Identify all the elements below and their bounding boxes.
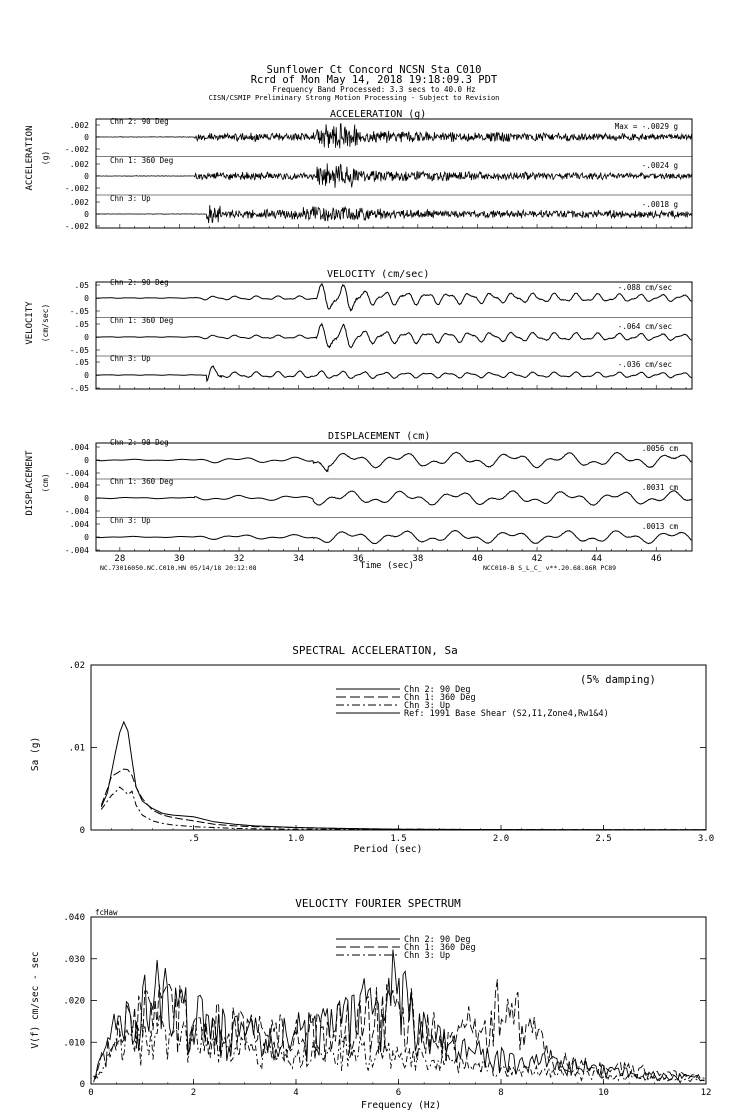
fourier-xlabel: Frequency (Hz) bbox=[360, 1100, 442, 1111]
vel-trace bbox=[96, 324, 691, 348]
dis-ytick-label: 0 bbox=[84, 533, 89, 542]
spectral-series-line bbox=[101, 722, 706, 830]
spectral-legend-entry: Ref: 1991 Base Shear (S2,I1,Zone4,Rw1&4) bbox=[404, 709, 609, 719]
vel-ytick-label: 0 bbox=[84, 333, 89, 342]
spectral-series-line bbox=[101, 787, 706, 830]
spectral-xlabel: Period (sec) bbox=[353, 844, 423, 855]
fourier-ytick-label: 0 bbox=[79, 1080, 85, 1090]
spectral-damping-note: (5% damping) bbox=[580, 674, 656, 686]
displacement-max-value: .0013 cm bbox=[641, 522, 678, 531]
dis-ytick-label: -.004 bbox=[64, 507, 89, 516]
time-tick-label: 28 bbox=[114, 554, 126, 564]
spectral-ytick-label: 0 bbox=[79, 826, 85, 836]
time-axis-label: Time (sec) bbox=[359, 561, 415, 571]
acc-ytick-label: 0 bbox=[84, 172, 89, 181]
fourier-ytick-label: .020 bbox=[63, 996, 85, 1007]
dis-trace bbox=[96, 530, 691, 543]
acc-ytick-label: -.002 bbox=[64, 184, 89, 193]
acceleration-ylabel: ACCELERATION bbox=[25, 125, 35, 191]
displacement-title: DISPLACEMENT (cm) bbox=[328, 431, 431, 442]
fourier-corner-label: fcHaw bbox=[95, 908, 118, 917]
spectral-legend-entry: Chn 1: 360 Deg bbox=[404, 693, 476, 703]
fourier-xtick-label: 0 bbox=[88, 1088, 94, 1098]
spectral-legend-entry: Chn 2: 90 Deg bbox=[404, 685, 471, 695]
vel-ytick-label: -.05 bbox=[69, 384, 89, 393]
vel-ytick-label: 0 bbox=[84, 294, 89, 303]
dis-trace bbox=[96, 491, 691, 506]
acc-ytick-label: .002 bbox=[69, 198, 89, 207]
acc-trace bbox=[96, 163, 691, 187]
displacement-yunit: (cm) bbox=[41, 473, 50, 493]
acc-ytick-label: .002 bbox=[69, 121, 89, 130]
vel-ytick-label: .05 bbox=[74, 358, 89, 367]
velocity-channel-label: Chn 1: 360 Deg bbox=[110, 316, 174, 325]
acceleration-channel-label: Chn 2: 90 Deg bbox=[110, 117, 169, 126]
time-tick-label: 36 bbox=[352, 554, 364, 564]
record-id-footer: NC.73016050.NC.C010.HN 05/14/18 20:12:08 bbox=[100, 564, 257, 572]
time-tick-label: 44 bbox=[591, 554, 603, 564]
displacement-channel-label: Chn 3: Up bbox=[110, 516, 151, 525]
spectral-xtick-label: 1.5 bbox=[390, 834, 407, 844]
spectral-title: SPECTRAL ACCELERATION, Sa bbox=[292, 644, 458, 657]
time-tick-label: 42 bbox=[531, 554, 543, 564]
dis-trace bbox=[96, 452, 691, 471]
fourier-legend-entry: Chn 3: Up bbox=[404, 951, 451, 961]
displacement-channel-label: Chn 2: 90 Deg bbox=[110, 438, 169, 447]
acc-trace bbox=[96, 205, 691, 223]
vel-ytick-label: .05 bbox=[74, 320, 89, 329]
dis-ytick-label: -.004 bbox=[64, 469, 89, 478]
spectral-legend-entry: Chn 3: Up bbox=[404, 701, 451, 711]
header-frequency-band: Frequency Band Processed: 3.3 secs to 40.0 Hz bbox=[272, 85, 476, 94]
time-tick-label: 40 bbox=[472, 554, 483, 564]
dis-ytick-label: -.004 bbox=[64, 546, 89, 555]
fourier-series-line bbox=[94, 950, 705, 1081]
acc-trace bbox=[96, 124, 691, 149]
vel-trace bbox=[96, 284, 691, 311]
fourier-xtick-label: 10 bbox=[598, 1088, 609, 1098]
velocity-channel-label: Chn 2: 90 Deg bbox=[110, 278, 169, 287]
spectral-xtick-label: 2.5 bbox=[595, 834, 612, 844]
fourier-ytick-label: .030 bbox=[63, 954, 85, 965]
time-tick-label: 32 bbox=[233, 554, 245, 564]
velocity-max-value: -.036 cm/sec bbox=[617, 360, 672, 369]
fourier-series-line bbox=[94, 1015, 705, 1083]
acceleration-max-value: -.0024 g bbox=[641, 161, 678, 170]
vel-ytick-label: .05 bbox=[74, 281, 89, 290]
dis-ytick-label: .004 bbox=[69, 481, 89, 490]
dis-ytick-label: 0 bbox=[84, 494, 89, 503]
spectral-ylabel: Sa (g) bbox=[30, 736, 41, 772]
acc-ytick-label: 0 bbox=[84, 210, 89, 219]
chart-marks bbox=[63, 119, 714, 1098]
header-record-time: Rcrd of Mon May 14, 2018 19:18:09.3 PDT bbox=[250, 74, 498, 86]
acc-ytick-label: -.002 bbox=[64, 222, 89, 231]
acceleration-channel-label: Chn 3: Up bbox=[110, 194, 151, 203]
fourier-ytick-label: .010 bbox=[63, 1038, 85, 1049]
spectral-frame bbox=[91, 665, 706, 830]
acceleration-yunit: (g) bbox=[41, 150, 50, 166]
acceleration-max-value: Max = -.0029 g bbox=[614, 122, 678, 131]
spectral-xtick-label: 3.0 bbox=[697, 834, 715, 844]
spectral-xtick-label: 2.0 bbox=[492, 834, 510, 844]
vel-trace bbox=[96, 366, 691, 381]
fourier-xtick-label: 4 bbox=[293, 1088, 299, 1098]
velocity-title: VELOCITY (cm/sec) bbox=[327, 269, 430, 280]
fourier-ytick-label: .040 bbox=[63, 913, 85, 923]
fourier-ylabel: V(f) cm/sec - sec bbox=[30, 951, 41, 1049]
processing-id-footer: NCC010-B S_L_C_ v**.20.68.86R PC89 bbox=[483, 564, 617, 572]
acc-ytick-label: .002 bbox=[69, 160, 89, 169]
dis-ytick-label: .004 bbox=[69, 443, 89, 452]
acceleration-max-value: -.0018 g bbox=[641, 200, 678, 209]
fourier-xtick-label: 2 bbox=[190, 1088, 197, 1098]
velocity-ylabel: VELOCITY bbox=[25, 301, 35, 345]
acceleration-channel-label: Chn 1: 360 Deg bbox=[110, 156, 174, 165]
fourier-xtick-label: 12 bbox=[700, 1088, 712, 1098]
displacement-max-value: .0056 cm bbox=[641, 444, 678, 453]
acc-ytick-label: -.002 bbox=[64, 145, 89, 154]
velocity-max-value: -.064 cm/sec bbox=[617, 322, 672, 331]
displacement-ylabel: DISPLACEMENT bbox=[25, 450, 35, 516]
acc-ytick-label: 0 bbox=[84, 133, 89, 142]
time-tick-label: 38 bbox=[412, 554, 424, 564]
spectral-ytick-label: .01 bbox=[68, 743, 85, 754]
dis-ytick-label: 0 bbox=[84, 456, 89, 465]
fourier-title: VELOCITY FOURIER SPECTRUM bbox=[295, 897, 461, 910]
displacement-channel-label: Chn 1: 360 Deg bbox=[110, 477, 174, 486]
header-station: Sunflower Ct Concord NCSN Sta C010 bbox=[266, 64, 482, 76]
fourier-legend-entry: Chn 2: 90 Deg bbox=[404, 935, 471, 945]
time-tick-label: 46 bbox=[650, 554, 662, 564]
spectral-xtick-label: 1.0 bbox=[287, 834, 305, 844]
spectral-series-line bbox=[101, 769, 706, 830]
fourier-legend-entry: Chn 1: 360 Deg bbox=[404, 943, 476, 953]
vel-ytick-label: -.05 bbox=[69, 307, 89, 316]
vel-ytick-label: 0 bbox=[84, 371, 89, 380]
time-tick-label: 34 bbox=[293, 554, 305, 564]
fourier-xtick-label: 8 bbox=[498, 1088, 504, 1098]
spectral-ytick-label: .02 bbox=[68, 661, 85, 671]
fourier-xtick-label: 6 bbox=[395, 1088, 402, 1098]
displacement-max-value: .0031 cm bbox=[641, 483, 678, 492]
velocity-channel-label: Chn 3: Up bbox=[110, 354, 151, 363]
header-disclaimer: CISN/CSMIP Preliminary Strong Motion Processing - Subject to Revision bbox=[208, 94, 500, 102]
velocity-yunit: (cm/sec) bbox=[41, 303, 50, 343]
spectral-xtick-label: .5 bbox=[188, 834, 199, 844]
velocity-max-value: -.088 cm/sec bbox=[617, 283, 672, 292]
acceleration-title: ACCELERATION (g) bbox=[330, 109, 427, 120]
time-tick-label: 30 bbox=[174, 554, 185, 564]
dis-ytick-label: .004 bbox=[69, 520, 89, 529]
vel-ytick-label: -.05 bbox=[69, 346, 89, 355]
